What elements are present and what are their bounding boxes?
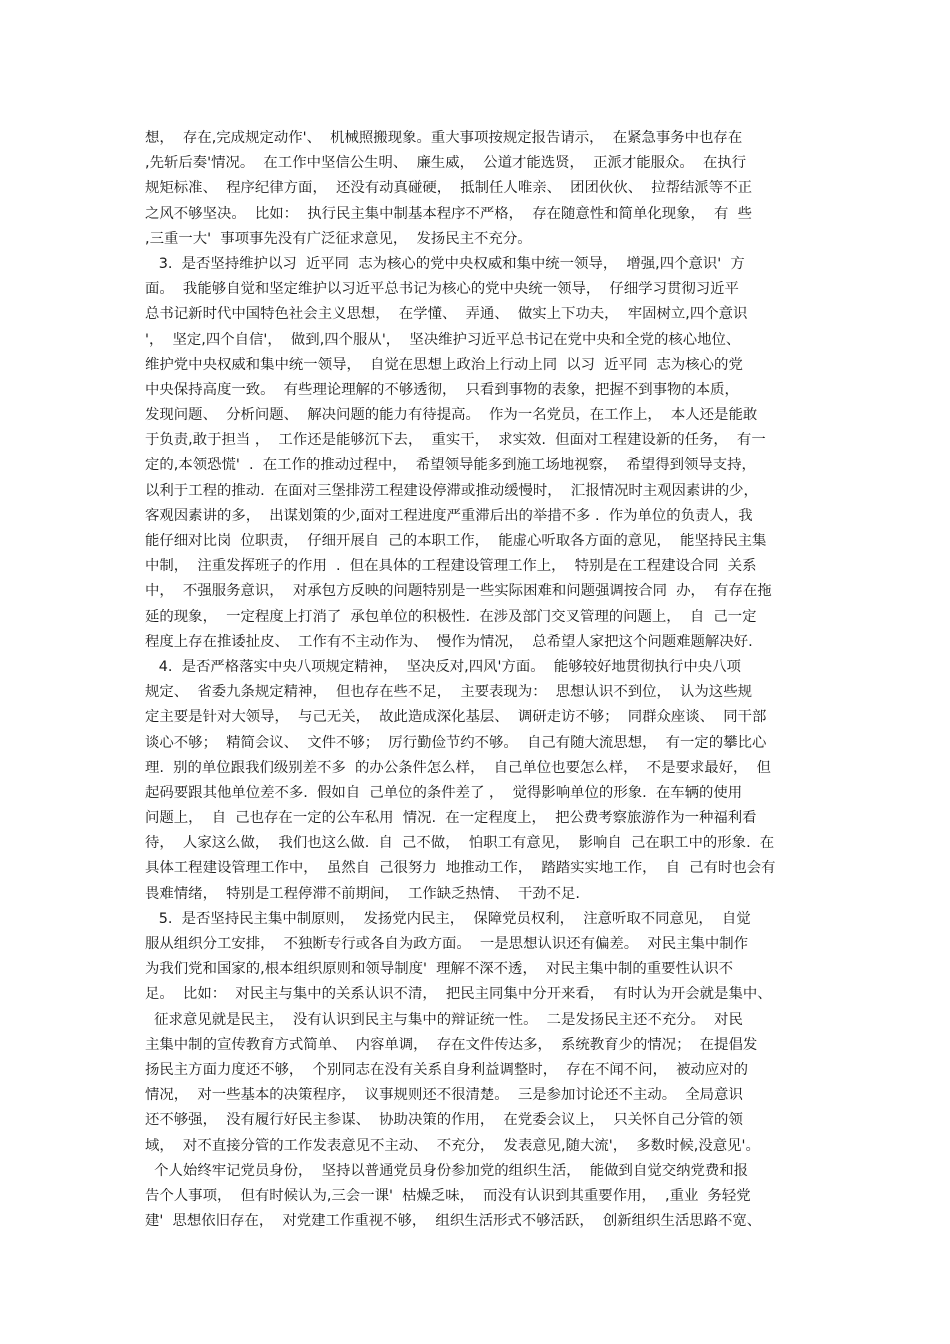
text-line-28: 问题上， 自 己也存在一定的公车私用 情况. 在一定程度上， 把公费考察旅游作为一种福利看	[145, 810, 757, 827]
text-line-13: 于负责,敢于担当 ， 工作还是能够沉下去， 重实干， 求实效. 但面对工程建设新的任务， 有一	[145, 432, 766, 449]
section-4-heading-line: 4. 是否严格落实中央八项规定精神， 坚决反对,四风'方面。 能够较好地贯彻执行中央八项	[145, 658, 741, 675]
text-line-1: 想， 存在,完成规定动作'、 机械照搬现象。重大事项按规定报告请示， 在紧急事务中也存在	[145, 130, 743, 146]
text-line-17: 能仔细对比岗 位职责， 仔细开展自 己的本职工作， 能虚心听取各方面的意见， 能坚持民主集	[145, 533, 767, 549]
text-line-26: 理. 别的单位跟我们级别差不多 的办公条件怎么样， 自己单位也要怎么样， 不是要求最好， 但	[145, 759, 771, 776]
text-line-33: 服从组织分工安排， 不独断专行或各自为政方面。 一是思想认识还有偏差。 对民主集中制作	[145, 936, 749, 952]
text-line-30: 具体工程建设管理工作中， 虽然自 己很努力 地推动工作， 踏踏实实地工作， 自 己有时也会有	[145, 860, 776, 877]
text-line-38: 扬民主方面力度还不够， 个别同志在没有关系自身利益调整时， 存在不闻不问， 被动应对的	[145, 1061, 749, 1078]
text-line-41: 域， 对不直接分管的工作发表意见不主动、 不充分， 发表意见,随大流'， 多数时候,没意见'。	[145, 1137, 760, 1154]
text-line-21: 程度上存在推诿扯皮、 工作有不主动作为、 慢作为情况， 总希望人家把这个问题难题解决好.	[145, 633, 753, 650]
text-line-27: 起码要跟其他单位差不多. 假如自 己单位的条件差了 ， 觉得影响单位的形象. 在车辆的使用	[145, 784, 743, 801]
text-line-34: 为我们党和国家的,根本组织原则和领导制度' 理解不深不透， 对民主集中制的重要性认识不	[145, 961, 734, 978]
section-5-heading-line: 5. 是否坚持民主集中制原则， 发扬党内民主， 保障党员权利， 注意听取不同意见， 自觉	[145, 910, 751, 927]
text-line-24: 定主要是针对大领导， 与己无关， 故此造成深化基层、 调研走访不够； 同群众座谈、 同干部	[145, 709, 767, 726]
text-line-2: ,先斩后奏'情况。 在工作中坚信公生明、 廉生威， 公道才能选贤， 正派才能服众。 在执行	[145, 155, 747, 172]
text-line-23: 规定、 省委九条规定精神， 但也存在些不足， 主要表现为： 思想认识不到位， 认为这些规	[145, 684, 752, 701]
text-line-9: '， 坚定,四个自信'， 做到,四个服从'， 坚决维护习近平总书记在党中央和全党的核心地位、	[145, 331, 741, 348]
text-line-35: 足。 比如： 对民主与集中的关系认识不清， 把民主同集中分开来看， 有时认为开会就是集中、	[145, 986, 772, 1003]
text-line-16: 客观因素讲的多， 出谋划策的少,面对工程进度严重滞后出的举措不多 . 作为单位的负责人，我	[145, 507, 753, 524]
text-line-3: 规矩标准、 程序纪律方面， 还没有动真碰硬， 抵制任人唯亲、 团团伙伙、 拉帮结派等不正	[145, 180, 752, 197]
text-line-25: 谈心不够； 精简会议、 文件不够； 厉行勤俭节约不够。 自己有随大流思想， 有一定的攀比心	[145, 734, 767, 751]
text-line-4: 之风不够坚决。 比如： 执行民主集中制基本程序不严格， 存在随意性和简单化现象， 有 些	[145, 205, 752, 222]
text-line-20: 延的现象， 一定程度上打消了 承包单位的积极性. 在涉及部门交叉管理的问题上， 自 己一定	[145, 608, 757, 625]
text-line-11: 中央保持高度一致。 有些理论理解的不够透彻， 只看到事物的表象，把握不到事物的本质，	[145, 381, 739, 398]
text-line-37: 主集中制的宣传教育方式简单、 内容单调， 存在文件传达多， 系统教育少的情况； 在提倡发	[145, 1036, 758, 1053]
text-line-31: 畏难情绪， 特别是工程停滞不前期间， 工作缺乏热情、 干劲不足.	[145, 885, 580, 902]
text-line-12: 发现问题、 分析问题、 解决问题的能力有待提高。 作为一名党员，在工作上， 本人还是能敢	[145, 407, 758, 424]
text-line-36: 征求意见就是民主， 没有认识到民主与集中的辩证统一性。 二是发扬民主还不充分。 对民	[145, 1011, 743, 1028]
text-line-14: 定的,本领恐慌' . 在工作的推动过程中， 希望领导能多到施工场地视察， 希望得到领导支持，	[145, 457, 756, 474]
text-line-39: 情况， 对一些基本的决策程序， 议事规则还不很清楚。 三是参加讨论还不主动。 全局意识	[145, 1087, 743, 1104]
text-line-29: 待， 人家这么做， 我们也这么做. 自 己不做， 怕职工有意见， 影响自 己在职工中的形象. 在	[145, 835, 775, 852]
document-body	[145, 126, 815, 1234]
text-line-40: 还不够强， 没有履行好民主参谋、 协助决策的作用， 在党委会议上， 只关怀自己分管的领	[145, 1112, 743, 1129]
text-line-18: 中制， 注重发挥班子的作用 . 但在具体的工程建设管理工作上， 特别是在工程建设合同 关系	[145, 558, 757, 575]
text-line-44: 建' 思想依旧存在， 对党建工作重视不够， 组织生活形式不够活跃， 创新组织生活思路不宽、	[145, 1213, 762, 1230]
text-line-43: 告个人事项， 但有时候认为,三会一课' 枯燥乏味， 而没有认识到其重要作用， ,重业 务轻党	[145, 1187, 751, 1204]
text-line-19: 中， 不强服务意识， 对承包方反映的问题特别是一些实际困难和问题强调按合同 办， 有存在拖	[145, 583, 772, 600]
text-line-10: 维护党中央权威和集中统一领导， 自觉在思想上政治上行动上同 以习 近平同 志为核心的党	[145, 356, 743, 373]
text-line-8: 总书记新时代中国特色社会主义思想， 在学懂、 弄通、 做实上下功夫， 牢固树立,四个意识	[145, 306, 748, 323]
text-line-7: 面。 我能够自觉和坚定维护以习近平总书记为核心的党中央统一领导， 仔细学习贯彻习近平	[145, 281, 739, 298]
text-line-15: 以利于工程的推动. 在面对三堡排涝工程建设停滞或推动缓慢时， 汇报情况时主观因素讲的少，	[145, 482, 758, 499]
text-line-5: ,三重一大' 事项事先没有广泛征求意见， 发扬民主不充分。	[145, 230, 532, 247]
section-3-heading-line: 3. 是否坚持维护以习 近平同 志为核心的党中央权威和集中统一领导， 增强,四个意识' 方	[145, 255, 745, 272]
text-line-42: 个人始终牢记党员身份， 坚持以普通党员身份参加党的组织生活， 能做到自觉交纳党费和报	[145, 1162, 749, 1179]
